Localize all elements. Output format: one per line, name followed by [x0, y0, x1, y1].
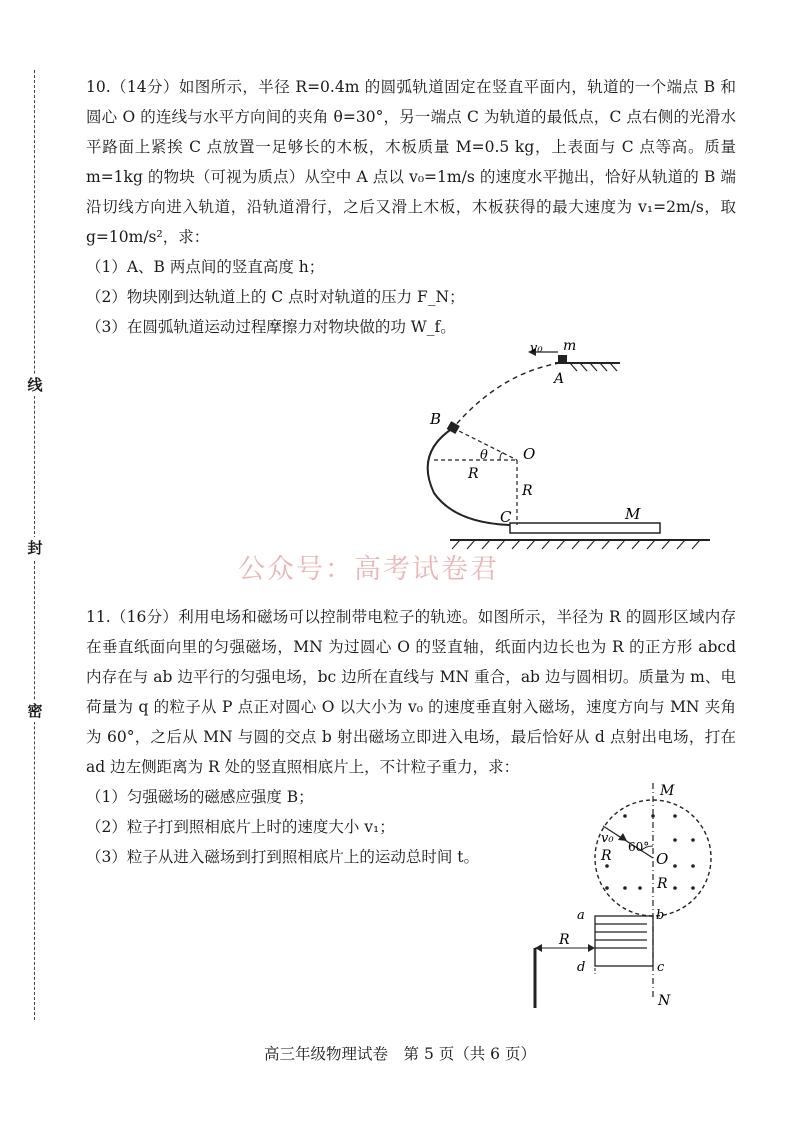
- label-angle: 60°: [628, 840, 650, 854]
- label-c: C: [500, 508, 512, 526]
- label-o: O: [656, 850, 669, 868]
- label-v0: v₀: [530, 341, 543, 356]
- label-plank-m: M: [625, 505, 641, 523]
- q11-item-3: （3）粒子从进入磁场到打到照相底片上的运动总时间 t。: [86, 848, 480, 866]
- q11-item-1: （1）匀强磁场的磁感应强度 B；: [86, 788, 314, 806]
- q11-stem: 11.（16分）利用电场和磁场可以控制带电粒子的轨迹。如图所示，半径为 R 的圆形区域内存在垂直纸面向里的匀强磁场，MN 为过圆心 O 的竖直轴，纸面内边长也为 R 的正方形 abcd 内存在与 ab 边平行的匀强电场，bc 边所在直线与 MN 重合，ab 边与圆相切。质量为 m、电荷量为 q 的粒子从 P 点正对圆心 O 以大小为 v₀ 的速度垂直射入磁场，速度方向与 MN 夹角为 60°，之后从 MN 与圆的交点 b 射出磁场立即进入电场，最后恰好从 d 点射出电场，打在 ad 边左侧距离为 R 处的竖直照相底片上，不计粒子重力，求：: [86, 608, 736, 776]
- label-r-3: R: [559, 932, 570, 948]
- field-lines: [595, 924, 647, 948]
- label-a: a: [577, 908, 585, 923]
- question-10: [86, 72, 736, 342]
- distance-arrowhead-right: [588, 944, 595, 952]
- plank-m: [510, 523, 660, 533]
- label-v0: v₀: [601, 831, 614, 846]
- label-m: M: [660, 783, 675, 799]
- theta-arc: [500, 453, 504, 460]
- label-b: b: [656, 908, 665, 923]
- watermark: 公众号：高考试卷君: [238, 554, 499, 585]
- q10-figure: [420, 338, 720, 553]
- q10-item-1: （1）A、B 两点间的竖直高度 h；: [86, 258, 325, 276]
- label-r-vertical: R: [522, 483, 533, 499]
- label-c: c: [657, 960, 665, 975]
- q10-item-2: （2）物块刚到达轨道上的 C 点时对轨道的压力 F_N；: [86, 288, 465, 306]
- label-o: O: [523, 445, 536, 463]
- label-n: N: [658, 993, 671, 1009]
- label-m: m: [563, 338, 577, 354]
- label-r-1: R: [601, 848, 612, 864]
- q11-figure: [515, 778, 725, 1013]
- q10-item-3: （3）在圆弧轨道运动过程摩擦力对物块做的功 W_f。: [86, 318, 456, 336]
- label-r-2: R: [657, 876, 668, 892]
- page-footer: 高三年级物理试卷 第 5 页（共 6 页）: [264, 1045, 536, 1063]
- projectile-path: [453, 363, 560, 428]
- binding-char-mid: 封: [24, 537, 46, 559]
- label-theta: θ: [480, 448, 488, 463]
- ledge-hatch: [570, 363, 617, 371]
- label-r-horizontal: R: [468, 466, 479, 482]
- field-dots: [605, 814, 695, 890]
- label-a: A: [554, 371, 565, 387]
- binding-char-top: 线: [24, 374, 46, 396]
- block-m-at-a: [558, 355, 567, 363]
- q10-stem: 10.（14分）如图所示，半径 R=0.4m 的圆弧轨道固定在竖直平面内，轨道的一个端点 B 和圆心 O 的连线与水平方向间的夹角 θ=30°，另一端点 C 为轨道的最低点，C 点右侧的光滑水平路面上紧挨 C 点放置一足够长的木板，木板质量 M=0.5 kg，上表面与 C 点等高。质量 m=1kg 的物块（可视为质点）从空中 A 点以 v₀=1m/s 的速度水平抛出，恰好从轨道的 B 端沿切线方向进入轨道，沿轨道滑行，之后又滑上木板，木板获得的最大速度为 v₁=2m/s，取 g=10m/s²，求：: [86, 78, 736, 246]
- q11-item-2: （2）粒子打到照相底片上时的速度大小 v₁；: [86, 818, 395, 836]
- binding-char-bottom: 密: [24, 700, 46, 722]
- label-b: B: [430, 410, 442, 428]
- label-d: d: [577, 960, 586, 975]
